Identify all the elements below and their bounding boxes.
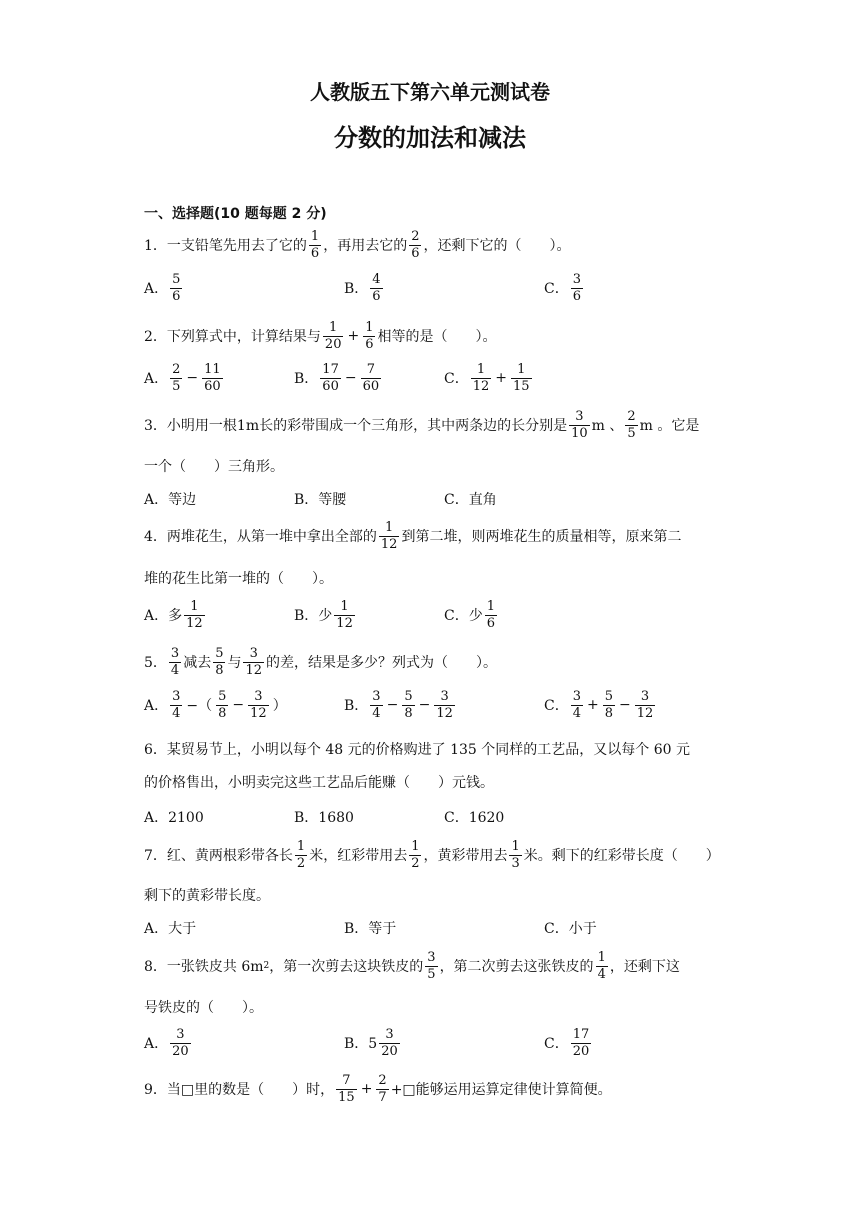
option-c[interactable]: C．小于	[544, 921, 597, 937]
option-b[interactable]: B．少 $\frac{1}{12}$	[294, 599, 353, 631]
question-7: 7．红、黄两根彩带各长 $\frac{1}{2}$ 米，红彩带用去 $\frac{1}{2}$ ，黄彩带用去 $\frac{1}{3}$ 米。剩下的红彩带长度（ ）	[144, 839, 720, 871]
question-6: 6．某贸易节上，小明以每个 48 元的价格购进了 135 个同样的工艺品，又以每个 60 元	[144, 742, 690, 758]
option-b[interactable]: B．1680	[294, 810, 354, 826]
option-a[interactable]: A．2100	[144, 810, 204, 826]
exam-subtitle: 分数的加法和减法	[334, 124, 526, 152]
question-8: 8．一张铁皮共 6m 2 ，第一次剪去这块铁皮的 $\frac{3}{5}$ ，第二次剪去这张铁皮的 $\frac{1}{4}$ ，还剩下这	[144, 950, 680, 982]
option-c[interactable]: C．少 $\frac{1}{6}$	[444, 599, 495, 631]
option-a[interactable]: A． $\frac{3}{4}$ −（ $\frac{5}{8}$ − $\frac{3}{12}$ ）	[144, 689, 287, 721]
question-7-cont: 剩下的黄彩带长度。	[144, 888, 270, 904]
option-b[interactable]: B．等腰	[294, 492, 347, 508]
question-3: 3．小明用一根1m长的彩带围成一个三角形，其中两条边的长分别是 $\frac{3}{10}$ m 、 $\frac{2}{5}$ m 。它是	[144, 409, 700, 441]
option-c[interactable]: C．1620	[444, 810, 505, 826]
option-b[interactable]: B．5 $\frac{3}{20}$	[344, 1027, 398, 1059]
question-9: 9．当□里的数是（ ）时， $\frac{7}{15}$ + $\frac{2}{7}$ +□能够运用运算定律使计算简便。	[144, 1073, 612, 1105]
option-a[interactable]: A． $\frac{2}{5}$ − $\frac{11}{60}$	[144, 362, 221, 394]
question-4-cont: 堆的花生比第一堆的（ ）。	[144, 571, 333, 587]
option-c[interactable]: C． $\frac{3}{6}$	[544, 272, 581, 304]
exam-title: 人教版五下第六单元测试卷	[310, 80, 550, 104]
fraction: $\frac{1}{6}$	[310, 229, 320, 261]
option-c[interactable]: C． $\frac{17}{20}$	[544, 1027, 590, 1059]
question-2: 2．下列算式中，计算结果与 $\frac{1}{20}$ + $\frac{1}{6}$ 相等的是（ ）。	[144, 320, 497, 352]
option-a[interactable]: A．等边	[144, 492, 197, 508]
question-4: 4．两堆花生，从第一堆中拿出全部的 $\frac{1}{12}$ 到第二堆，则两堆花生的质量相等，原来第二	[144, 520, 682, 552]
option-b[interactable]: B．等于	[344, 921, 397, 937]
option-a[interactable]: A．大于	[144, 921, 197, 937]
option-c[interactable]: C． $\frac{1}{12}$ + $\frac{1}{15}$	[444, 362, 530, 394]
option-a[interactable]: A． $\frac{3}{20}$	[144, 1027, 189, 1059]
option-c[interactable]: C．直角	[444, 492, 497, 508]
option-a[interactable]: A． $\frac{5}{6}$	[144, 272, 181, 304]
section-heading: 一、选择题(10 题每题 2 分)	[144, 206, 327, 222]
option-b[interactable]: B． $\frac{17}{60}$ − $\frac{7}{60}$	[294, 362, 380, 394]
fraction: $\frac{2}{6}$	[411, 229, 420, 261]
question-6-cont: 的价格售出，小明卖完这些工艺品后能赚（ ）元钱。	[144, 775, 494, 791]
question-5: 5． $\frac{3}{4}$ 减去 $\frac{5}{8}$ 与 $\frac{3}{12}$ 的差，结果是多少？列式为（ ）。	[144, 646, 498, 678]
option-b[interactable]: B． $\frac{4}{6}$	[344, 272, 381, 304]
question-1: 1．一支铅笔先用去了它的 $\frac{1}{6}$ ，再用去它的 $\frac{2}{6}$ ，还剩下它的（ ）。	[144, 229, 571, 261]
question-3-cont: 一个（ ）三角形。	[144, 459, 284, 475]
question-8-cont: 号铁皮的（ ）。	[144, 1000, 263, 1016]
option-b[interactable]: B． $\frac{3}{4}$ − $\frac{5}{8}$ − $\frac{3}{12}$	[344, 689, 453, 721]
option-c[interactable]: C． $\frac{3}{4}$ + $\frac{5}{8}$ − $\frac{3}{12}$	[544, 689, 654, 721]
option-a[interactable]: A．多 $\frac{1}{12}$	[144, 599, 203, 631]
